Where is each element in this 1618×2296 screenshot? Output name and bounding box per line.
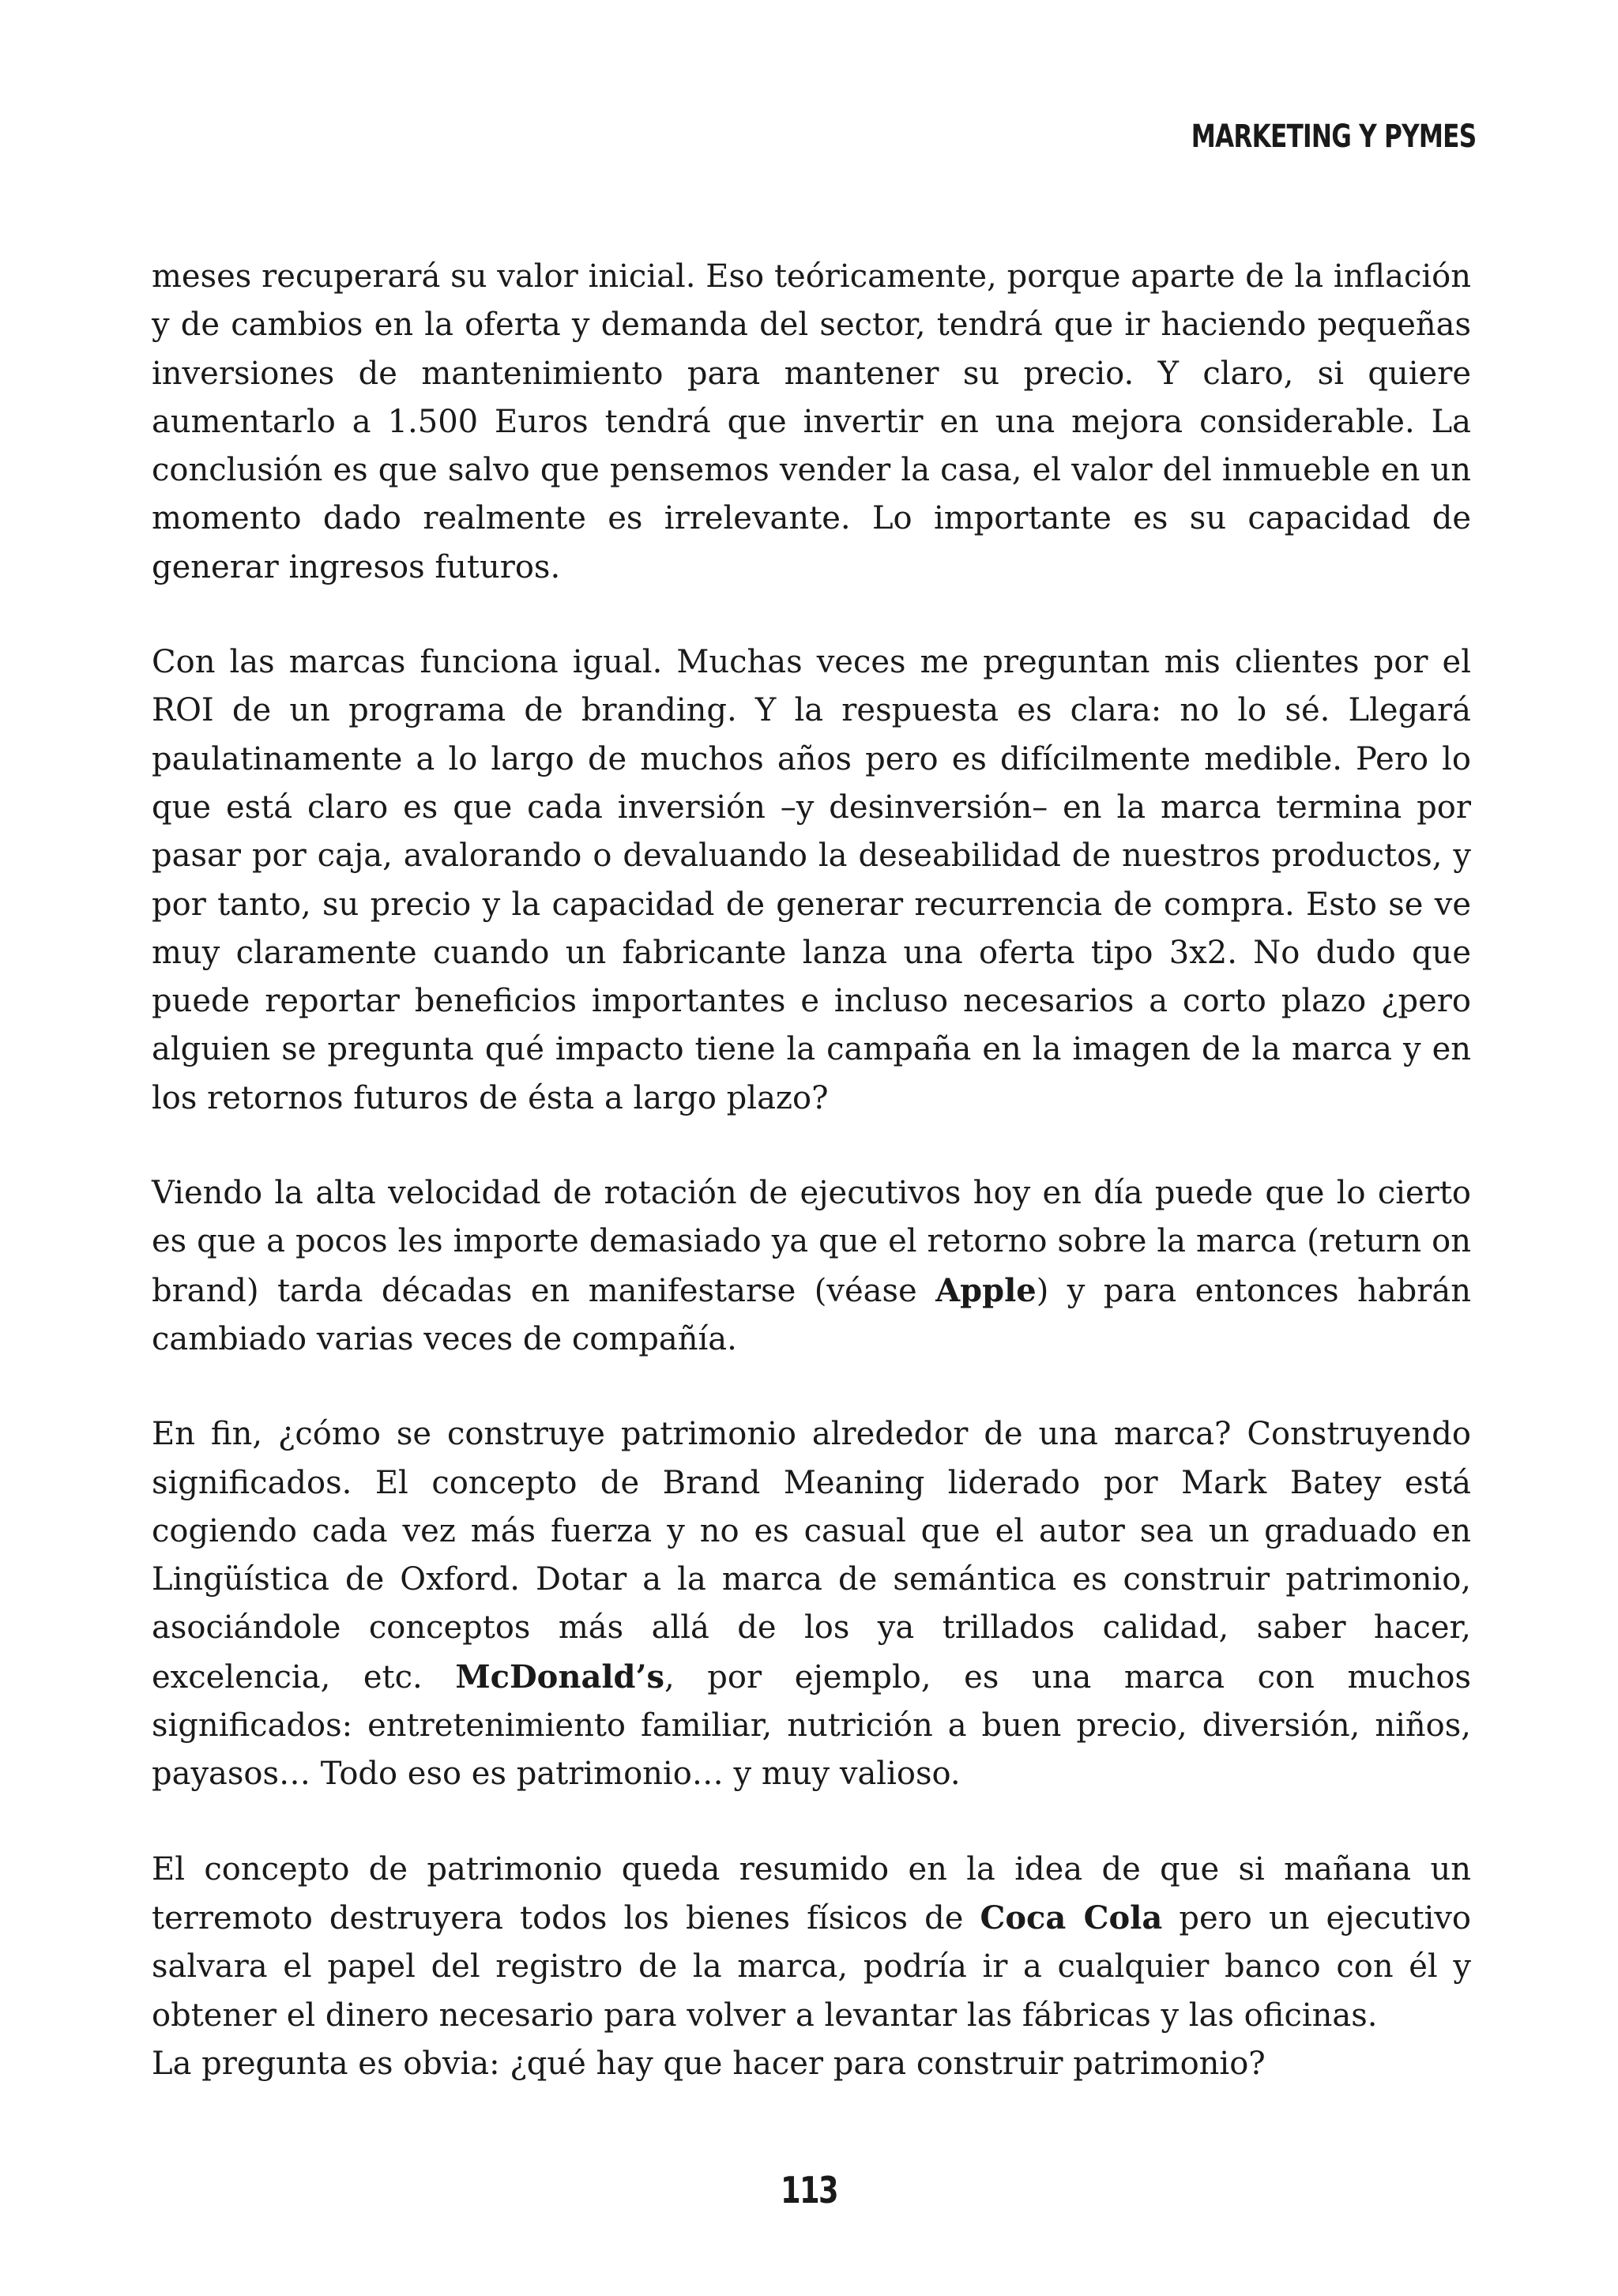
paragraph-gap	[152, 1799, 1471, 1846]
page-number-text: 113	[780, 2169, 838, 2211]
paragraph-gap	[152, 1123, 1471, 1169]
paragraph-brand-roi: Con las marcas funciona igual. Muchas veces me preguntan mis clientes por el ROI de un programa de branding. Y la respuesta es clara: no lo sé. Llegará paulatinamente a lo largo de muchos años pero es difícilmente medible. Pero lo que está claro es que cada inversión –y desinversión– en la marca termina por pasar por caja, avalorando o devaluando la deseabilidad de nuestros productos, y por tanto, su precio y la capacidad de generar recurrencia de compra. Esto se ve muy claramente cuando un fabricante lanza una oferta tipo 3x2. No dudo que puede reportar beneficios importantes e incluso necesarios a corto plazo ¿pero alguien se pregunta qué impacto tiene la campaña en la imagen de la marca y en los retornos futuros de ésta a largo plazo?	[152, 644, 1471, 1116]
paragraph-gap	[152, 592, 1471, 638]
brand-apple: Apple	[935, 1271, 1037, 1309]
brand-coca-cola: Coca Cola	[980, 1899, 1163, 1937]
paragraph-brand-meaning	[152, 1410, 1471, 1798]
page-body	[152, 253, 1471, 2088]
paragraph-text: Viendo la alta velocidad de rotación de ejecutivos hoy en día puede que lo cierto es que a pocos les importe demasiado ya que el retorno sobre la marca (return on brand) tarda décadas en manifestarse (véase	[152, 1175, 1471, 1309]
paragraph-patrimony-concept	[152, 1846, 1471, 2040]
paragraph-text: pero un ejecutivo salvara el papel del registro de la marca, podría ir a cualquier banco con él y obtener el dinero necesario para volver a levantar las fábricas y las oficinas.	[152, 1899, 1472, 2034]
paragraph-closing-question: La pregunta es obvia: ¿qué hay que hacer para construir patrimonio?	[152, 2045, 1266, 2082]
page-number	[0, 2169, 1618, 2211]
paragraph-gap	[152, 1364, 1471, 1410]
running-header: MARKETING Y PYMES	[1191, 119, 1476, 155]
paragraph-text: , por ejemplo, es una marca con muchos significados: entretenimiento familiar, nutrición a buen precio, diversión, niños, payasos… Todo eso es patrimonio… y muy valioso.	[152, 1658, 1471, 1793]
paragraph-return-on-brand	[152, 1169, 1471, 1364]
paragraph-text: En fin, ¿cómo se construye patrimonio alrededor de una marca? Construyendo significados. El concepto de Brand Meaning liderado por Mark Batey está cogiendo cada vez más fuerza y no es casual que el autor sea un graduado en Lingüística de Oxford. Dotar a la marca de semántica es construir patrimonio, asociándole conceptos más allá de los ya trillados calidad, saber hacer, excelencia, etc.	[152, 1416, 1471, 1696]
paragraph-property-value: meses recuperará su valor inicial. Eso teóricamente, porque aparte de la inflación y de cambios en la oferta y demanda del sector, tendrá que ir haciendo pequeñas inversiones de mantenimiento para mantener su precio. Y claro, si quiere aumentarlo a 1.500 Euros tendrá que invertir en una mejora considerable. La conclusión es que salvo que pensemos vender la casa, el valor del inmueble en un momento dado realmente es irrelevante. Lo importante es su capacidad de generar ingresos futuros.	[152, 258, 1471, 585]
paragraph-text: ) y para entonces habrán cambiado varias veces de compañía.	[152, 1272, 1471, 1357]
brand-mcdonalds: McDonald’s	[455, 1658, 664, 1696]
paragraph-text: El concepto de patrimonio queda resumido en la idea de que si mañana un terremoto destruyera todos los bienes físicos de	[152, 1850, 1471, 1937]
